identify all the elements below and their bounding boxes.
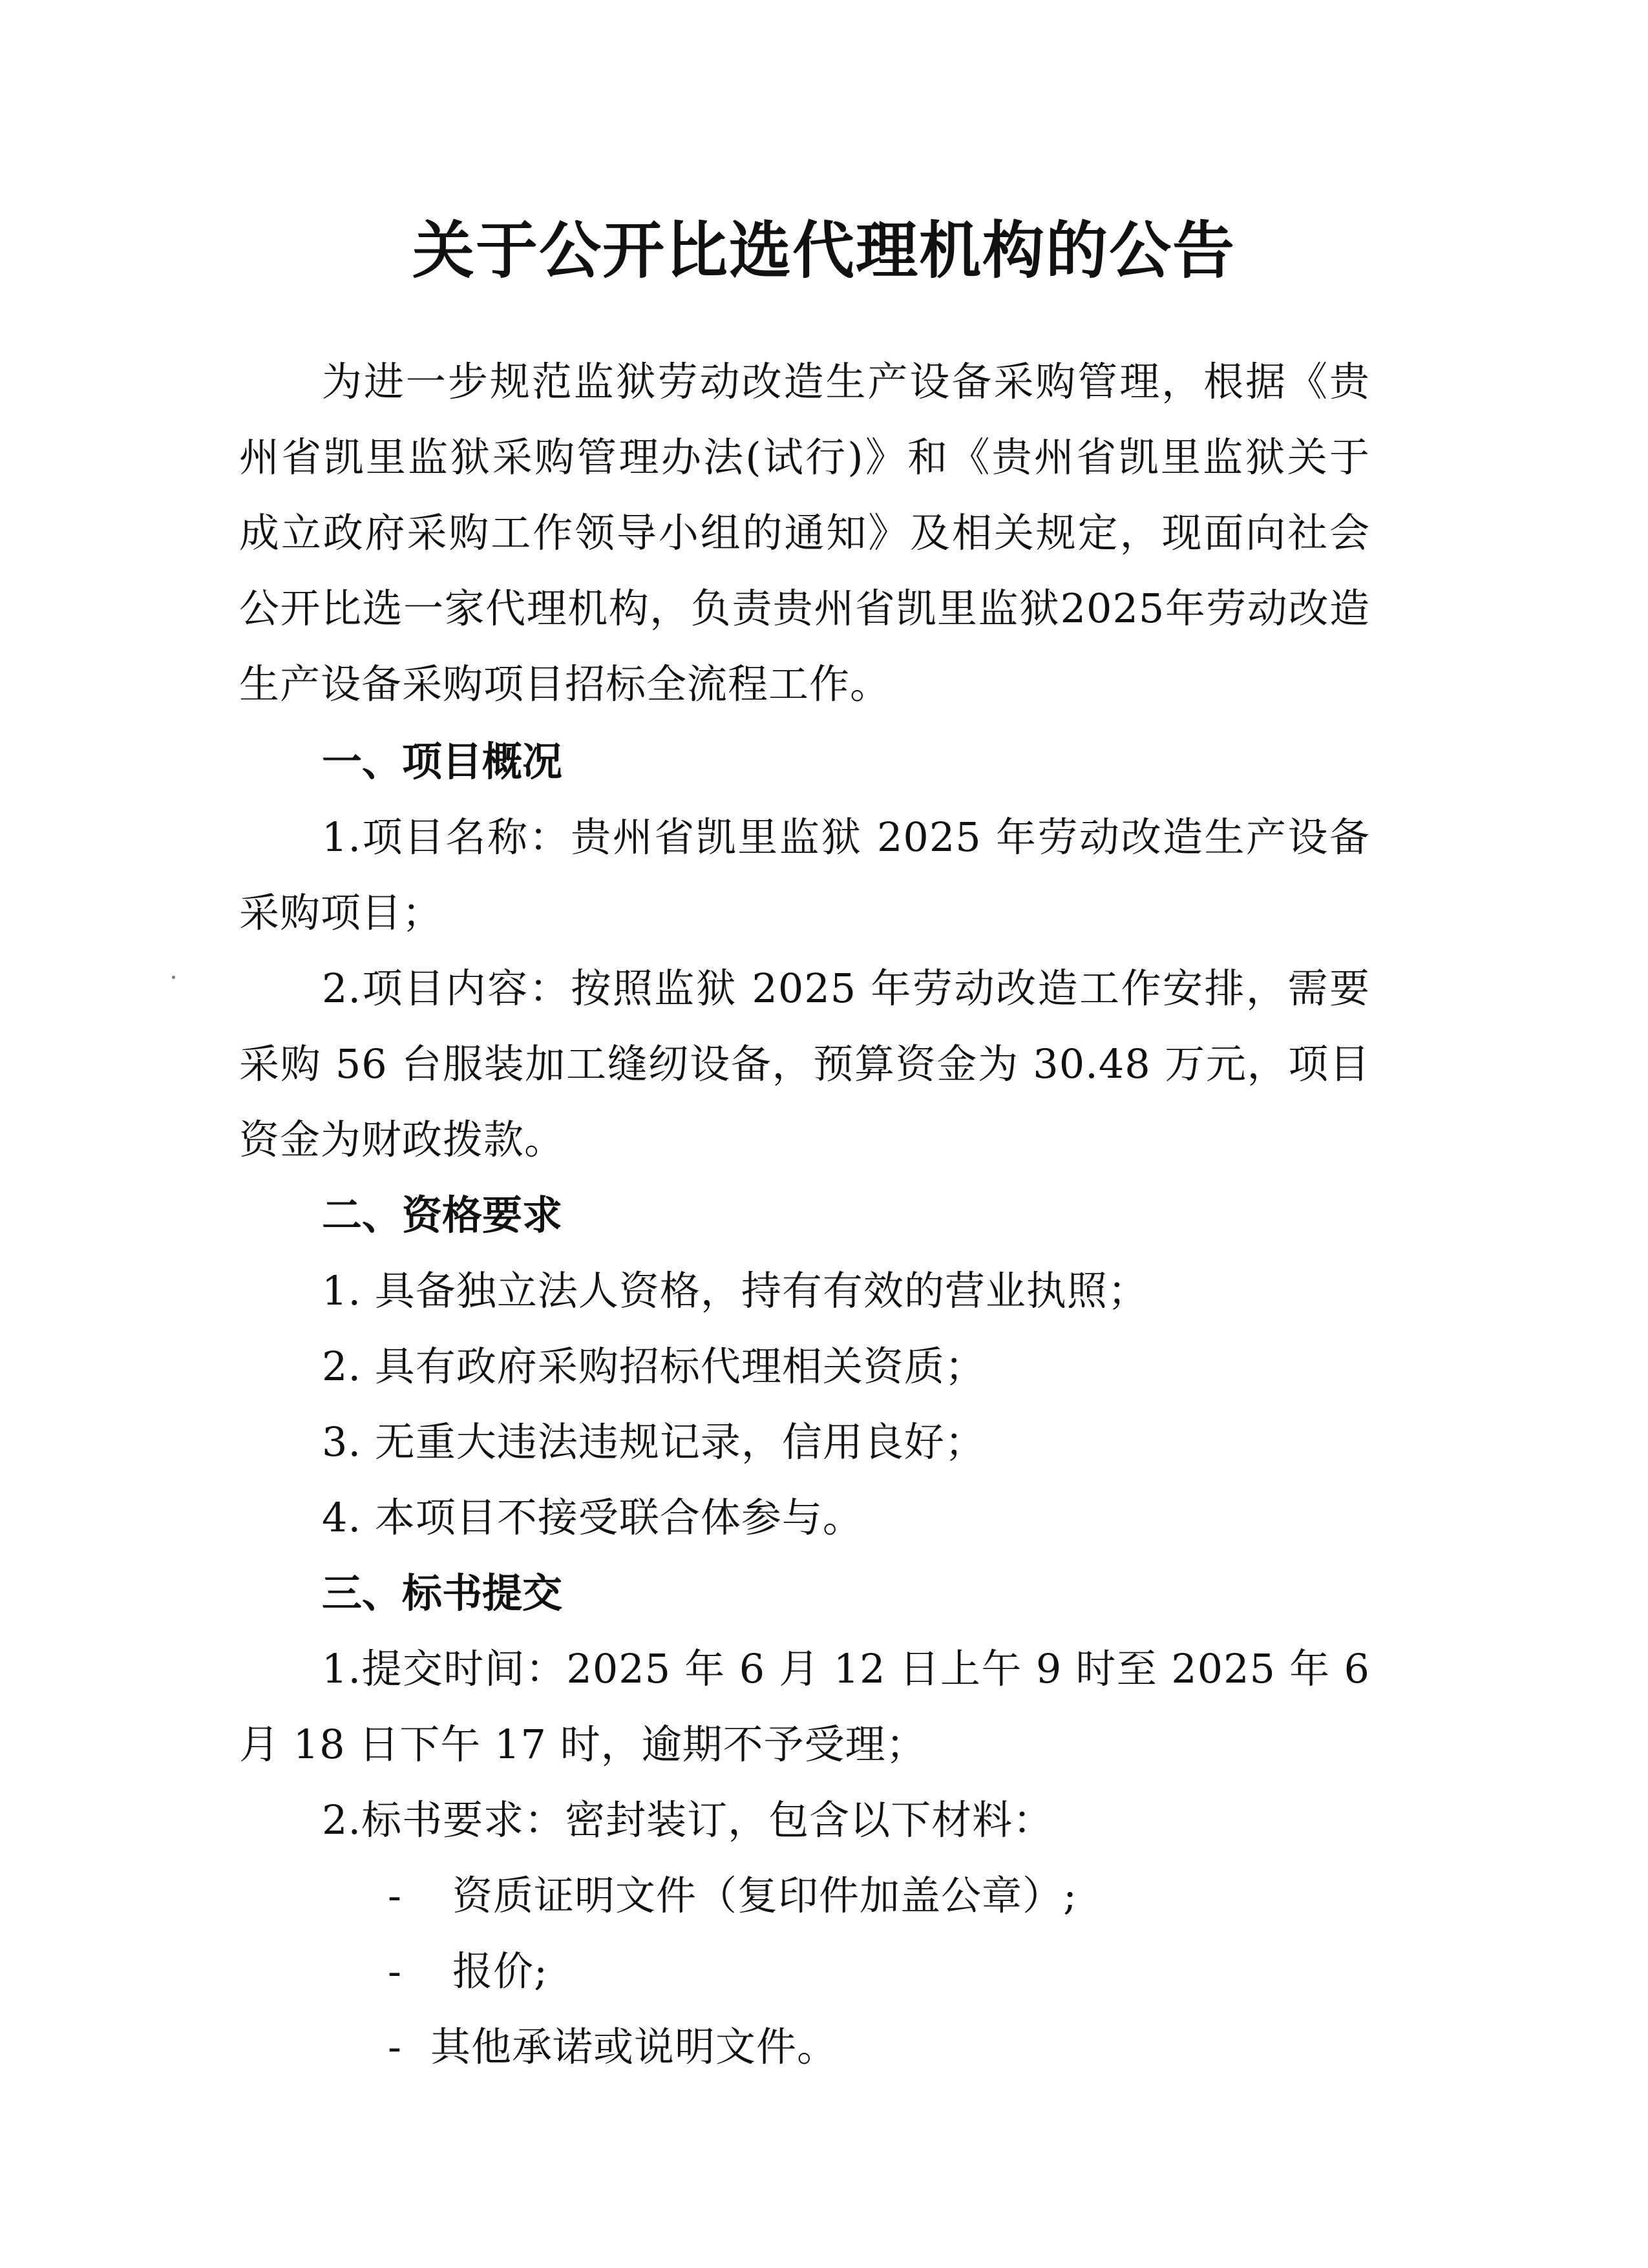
- document-title: 关于公开比选代理机构的公告: [412, 215, 1236, 287]
- material-text: 资质证明文件（复印件加盖公章）;: [452, 1872, 1077, 1919]
- qualification-item-3: 3. 无重大违法违规记录，信用良好；: [322, 1418, 986, 1465]
- scan-speck: [172, 976, 175, 979]
- section-heading-qualification: 二、资格要求: [322, 1192, 563, 1239]
- material-item-quote: [388, 1933, 548, 2009]
- material-item-other: [388, 2009, 838, 2084]
- list-dash: -: [388, 2023, 402, 2070]
- qualification-item-1: 1. 具备独立法人资格，持有有效的营业执照；: [322, 1267, 1148, 1314]
- list-dash: -: [388, 1948, 402, 1995]
- material-item-qualification: [388, 1858, 1077, 1933]
- intro-paragraph: 为进一步规范监狱劳动改造生产设备采购管理，根据《贵州省凯里监狱采购管理办法(试行)》和《贵州省凯里监狱关于成立政府采购工作领导小组的通知》及相关规定，现面向社会公开比选一家代理机构，负责贵州省凯里监狱2025年劳动改造生产设备采购项目招标全流程工作。: [239, 358, 1370, 708]
- overview-item-content: 2.项目内容：按照监狱 2025 年劳动改造工作安排，需要采购 56 台服装加工缝纫设备，预算资金为 30.48 万元，项目资金为财政拨款。: [239, 965, 1370, 1163]
- qualification-item-2: 2. 具有政府采购招标代理相关资质；: [322, 1343, 986, 1390]
- section-heading-submission: 三、标书提交: [322, 1570, 563, 1617]
- submission-item-requirements: 2.标书要求：密封装订，包含以下材料：: [322, 1796, 1054, 1843]
- section-heading-overview: 一、项目概况: [322, 738, 563, 785]
- submission-item-time: 1.提交时间：2025 年 6 月 12 日上午 9 时至 2025 年 6 月 18 日下午 17 时，逾期不予受理；: [239, 1645, 1370, 1768]
- material-text: 其他承诺或说明文件。: [430, 2023, 838, 2070]
- material-text: 报价;: [452, 1948, 548, 1995]
- qualification-item-4: 4. 本项目不接受联合体参与。: [322, 1494, 863, 1541]
- list-dash: -: [388, 1872, 402, 1919]
- overview-item-name: 1.项目名称：贵州省凯里监狱 2025 年劳动改造生产设备采购项目；: [239, 814, 1370, 936]
